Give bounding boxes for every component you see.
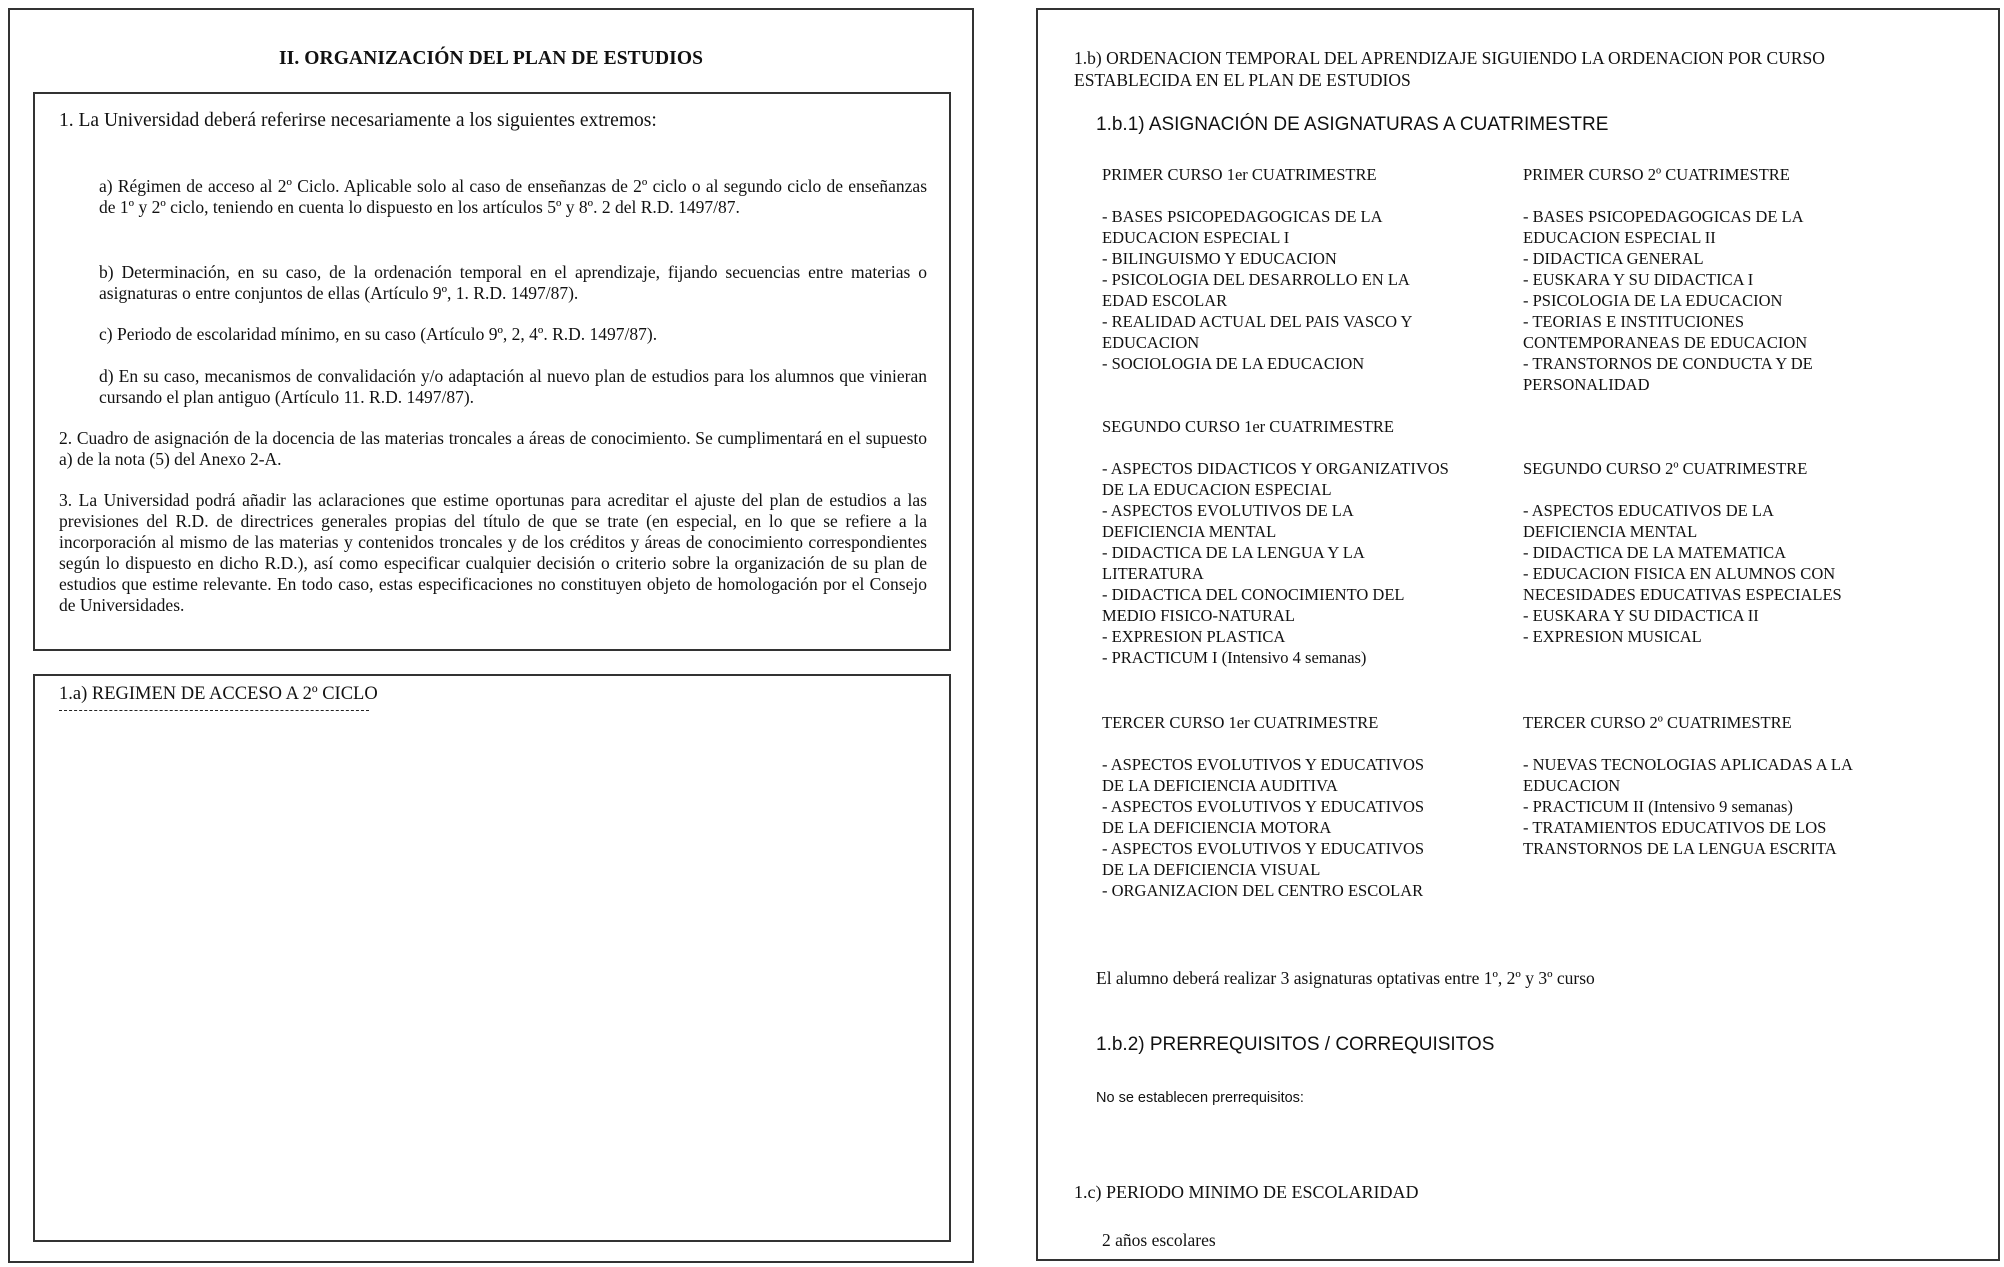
subject-line: - TEORIAS E INSTITUCIONES: [1523, 312, 1745, 331]
right-page: [1036, 8, 2000, 1261]
subject-line: DE LA DEFICIENCIA MOTORA: [1102, 818, 1332, 837]
subject-line: - EXPRESION PLASTICA: [1102, 627, 1286, 646]
item-a: a) Régimen de acceso al 2º Ciclo. Aplicable solo al caso de enseñanzas de 2º ciclo o al segundo ciclo de enseñanzas de 1º y 2º ciclo, teniendo en cuenta lo dispuesto en los artículos 5º y 8º. 2 del R.D. 1497/87.: [99, 176, 927, 217]
subject-line: EDUCACION ESPECIAL II: [1523, 228, 1716, 247]
block-heading: SEGUNDO CURSO 1er CUATRIMESTRE: [1102, 417, 1394, 436]
subject-line: - ASPECTOS EVOLUTIVOS Y EDUCATIVOS: [1102, 755, 1425, 774]
subject-line: - ASPECTOS DIDACTICOS Y ORGANIZATIVOS: [1102, 459, 1449, 478]
subject-line: EDAD ESCOLAR: [1102, 291, 1228, 310]
subject-line: - ASPECTOS EDUCATIVOS DE LA: [1523, 501, 1774, 520]
ordenacion-heading-line1: 1.b) ORDENACION TEMPORAL DEL APRENDIZAJE SIGUIENDO LA ORDENACION POR CURSO: [1074, 48, 1825, 68]
subject-line: - TRATAMIENTOS EDUCATIVOS DE LOS: [1523, 818, 1827, 837]
block-tercer-1: [1102, 712, 1424, 901]
subject-line: - PRACTICUM I (Intensivo 4 semanas): [1102, 648, 1367, 667]
subject-line: - BASES PSICOPEDAGOGICAS DE LA: [1102, 207, 1383, 226]
regimen-heading: 1.a) REGIMEN DE ACCESO A 2º CICLO: [59, 684, 378, 704]
subject-line: - EUSKARA Y SU DIDACTICA I: [1523, 270, 1754, 289]
block-heading: PRIMER CURSO 2º CUATRIMESTRE: [1523, 165, 1790, 184]
instructions-box: [33, 92, 951, 651]
subject-line: DE LA EDUCACION ESPECIAL: [1102, 480, 1332, 499]
subject-line: LITERATURA: [1102, 564, 1204, 583]
block-segundo-2: [1523, 458, 1842, 647]
item-c: c) Periodo de escolaridad mínimo, en su caso (Artículo 9º, 2, 4º. R.D. 1497/87).: [99, 324, 658, 344]
point-3: 3. La Universidad podrá añadir las aclaraciones que estime oportunas para acreditar el ajuste del plan de estudios a las previsiones del R.D. de directrices generales propias del título de que se trate (en especial, en lo que se refiere a la incorporación al mismo de las materias y contenidos troncales y de los créditos y áreas de conocimiento correspondientes según lo dispuesto en dicho R.D.), así como especificar cualquier decisión o criterio sobre la organización de su plan de estudios que estime relevante. En todo caso, estas especificaciones no constituyen objeto de homologación por el Consejo de Universidades.: [59, 490, 927, 615]
subject-line: - ASPECTOS EVOLUTIVOS DE LA: [1102, 501, 1354, 520]
subject-line: PERSONALIDAD: [1523, 375, 1650, 394]
block-tercer-2: [1523, 712, 1853, 859]
subject-line: DE LA DEFICIENCIA VISUAL: [1102, 860, 1321, 879]
subject-line: CONTEMPORANEAS DE EDUCACION: [1523, 333, 1808, 352]
subject-line: - TRANSTORNOS DE CONDUCTA Y DE: [1523, 354, 1813, 373]
block-heading: TERCER CURSO 2º CUATRIMESTRE: [1523, 713, 1792, 732]
subject-line: - ASPECTOS EVOLUTIVOS Y EDUCATIVOS: [1102, 797, 1425, 816]
subject-line: EDUCACION: [1523, 776, 1621, 795]
subject-line: - DIDACTICA DE LA MATEMATICA: [1523, 543, 1787, 562]
subject-line: - SOCIOLOGIA DE LA EDUCACION: [1102, 354, 1365, 373]
subject-line: - EXPRESION MUSICAL: [1523, 627, 1702, 646]
prerrequisitos-heading: 1.b.2) PRERREQUISITOS / CORREQUISITOS: [1096, 1034, 1495, 1055]
subject-line: - EUSKARA Y SU DIDACTICA II: [1523, 606, 1759, 625]
subject-line: - ORGANIZACION DEL CENTRO ESCOLAR: [1102, 881, 1424, 900]
subject-line: - EDUCACION FISICA EN ALUMNOS CON: [1523, 564, 1836, 583]
left-page: [8, 8, 974, 1263]
page-title: II. ORGANIZACIÓN DEL PLAN DE ESTUDIOS: [278, 48, 704, 69]
intro-text: 1. La Universidad deberá referirse necesariamente a los siguientes extremos:: [59, 110, 657, 131]
subject-line: TRANSTORNOS DE LA LENGUA ESCRITA: [1523, 839, 1837, 858]
subject-line: - DIDACTICA DEL CONOCIMIENTO DEL: [1102, 585, 1405, 604]
item-d: d) En su caso, mecanismos de convalidación y/o adaptación al nuevo plan de estudios para los alumnos que vinieran cursando el plan antiguo (Artículo 11. R.D. 1497/87).: [99, 366, 927, 407]
block-heading: SEGUNDO CURSO 2º CUATRIMESTRE: [1523, 459, 1808, 478]
subject-line: - REALIDAD ACTUAL DEL PAIS VASCO Y: [1102, 312, 1413, 331]
subject-line: - PRACTICUM II (Intensivo 9 semanas): [1523, 797, 1793, 816]
block-segundo-1: [1102, 416, 1449, 668]
block-primer-1: [1102, 164, 1412, 374]
subject-line: DEFICIENCIA MENTAL: [1102, 522, 1277, 541]
subject-line: NECESIDADES EDUCATIVAS ESPECIALES: [1523, 585, 1842, 604]
block-heading: PRIMER CURSO 1er CUATRIMESTRE: [1102, 165, 1377, 184]
subject-line: EDUCACION ESPECIAL I: [1102, 228, 1290, 247]
dashed-rule: [59, 710, 369, 711]
subject-line: DE LA DEFICIENCIA AUDITIVA: [1102, 776, 1338, 795]
block-primer-2: [1523, 164, 1813, 395]
item-b: b) Determinación, en su caso, de la ordenación temporal en el aprendizaje, fijando secuencias entre materias o asignaturas o entre conjuntos de ellas (Artículo 9º, 1. R.D. 1497/87).: [99, 262, 927, 303]
subject-line: - BILINGUISMO Y EDUCACION: [1102, 249, 1337, 268]
optativas-note: El alumno deberá realizar 3 asignaturas optativas entre 1º, 2º y 3º curso: [1096, 968, 1595, 988]
subject-line: DEFICIENCIA MENTAL: [1523, 522, 1698, 541]
subject-line: - NUEVAS TECNOLOGIAS APLICADAS A LA: [1523, 755, 1853, 774]
ordenacion-heading-line2: ESTABLECIDA EN EL PLAN DE ESTUDIOS: [1074, 70, 1411, 90]
subject-line: - DIDACTICA DE LA LENGUA Y LA: [1102, 543, 1365, 562]
periodo-value: 2 años escolares: [1102, 1230, 1216, 1250]
asignacion-heading: 1.b.1) ASIGNACIÓN DE ASIGNATURAS A CUATRIMESTRE: [1096, 114, 1609, 135]
subject-line: - DIDACTICA GENERAL: [1523, 249, 1704, 268]
subject-line: - PSICOLOGIA DE LA EDUCACION: [1523, 291, 1783, 310]
subject-line: - ASPECTOS EVOLUTIVOS Y EDUCATIVOS: [1102, 839, 1425, 858]
block-heading: TERCER CURSO 1er CUATRIMESTRE: [1102, 713, 1379, 732]
regimen-box: [33, 674, 951, 1242]
periodo-heading: 1.c) PERIODO MINIMO DE ESCOLARIDAD: [1074, 1182, 1419, 1202]
subject-line: - PSICOLOGIA DEL DESARROLLO EN LA: [1102, 270, 1410, 289]
prerrequisitos-text: No se establecen prerrequisitos:: [1096, 1090, 1304, 1106]
subject-line: - BASES PSICOPEDAGOGICAS DE LA: [1523, 207, 1804, 226]
point-2: 2. Cuadro de asignación de la docencia de las materias troncales a áreas de conocimiento. Se cumplimentará en el supuesto a) de la nota (5) del Anexo 2-A.: [59, 428, 927, 469]
subject-line: EDUCACION: [1102, 333, 1200, 352]
subject-line: MEDIO FISICO-NATURAL: [1102, 606, 1295, 625]
